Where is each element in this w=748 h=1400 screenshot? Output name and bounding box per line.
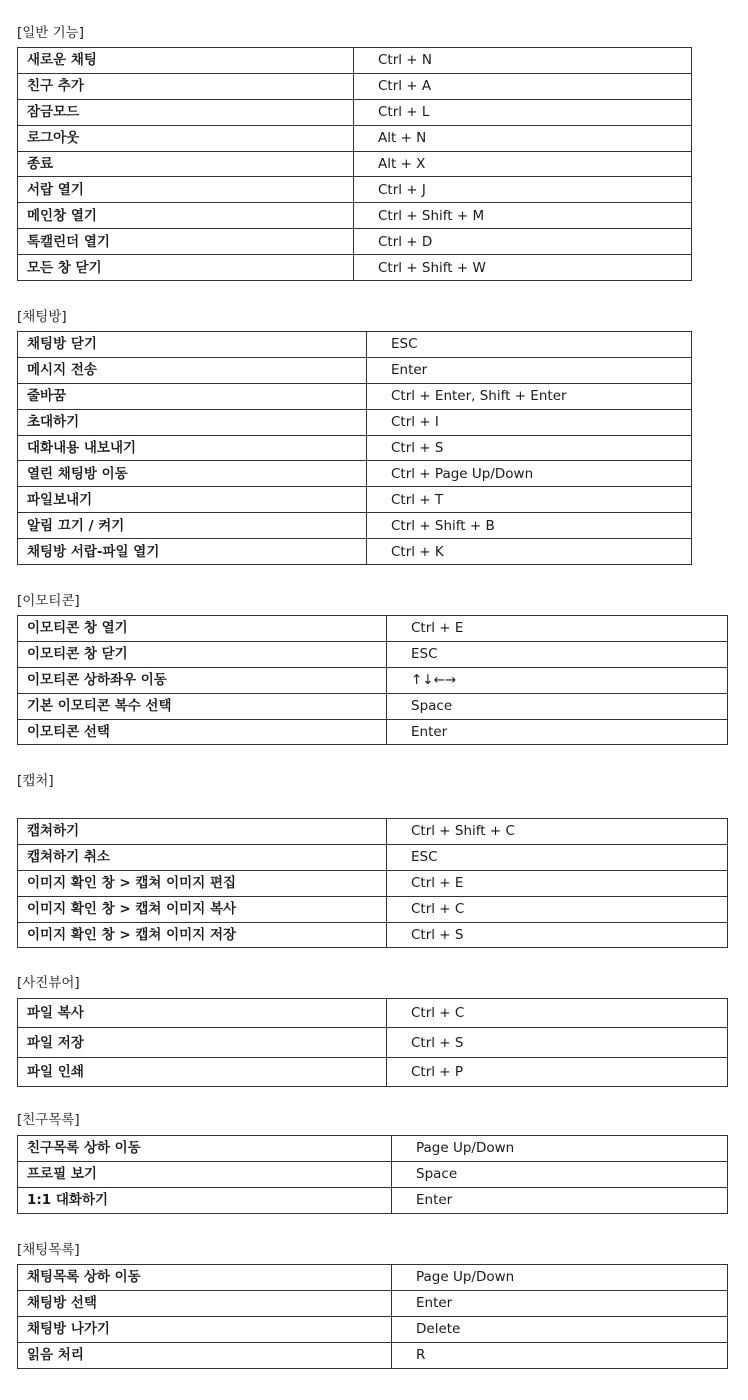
table-row: [18, 48, 692, 74]
shortcut-cell: Ctrl + J: [354, 177, 692, 203]
function-cell: 친구목록 상하 이동: [18, 1136, 392, 1162]
table-row: [18, 870, 728, 896]
function-cell: 파일 저장: [18, 1028, 387, 1057]
shortcut-cell: ESC: [367, 332, 692, 358]
table-row: [18, 999, 728, 1028]
table-row: [18, 1265, 728, 1291]
function-cell: 이모티콘 상하좌우 이동: [18, 667, 387, 693]
function-cell: 초대하기: [18, 409, 367, 435]
table-row: [18, 1028, 728, 1057]
table-row: [18, 1316, 728, 1342]
table-row: [18, 1290, 728, 1316]
table-row: [18, 539, 692, 565]
section-title: [일반 기능]: [17, 25, 84, 41]
shortcut-cell: Ctrl + Shift + W: [354, 255, 692, 281]
function-cell: 알림 끄기 / 켜기: [18, 513, 367, 539]
shortcut-cell: Space: [387, 693, 728, 719]
function-cell: 종료: [18, 151, 354, 177]
table-row: [18, 409, 692, 435]
function-cell: 채팅목록 상하 이동: [18, 1265, 392, 1291]
function-cell: 파일보내기: [18, 487, 367, 513]
shortcut-cell: Ctrl + S: [367, 435, 692, 461]
shortcut-cell: R: [392, 1342, 728, 1368]
table-row: [18, 844, 728, 870]
shortcut-cell: Enter: [367, 357, 692, 383]
shortcut-cell: ESC: [387, 641, 728, 667]
section-title: [사진뷰어]: [17, 975, 80, 991]
shortcut-cell: Ctrl + Shift + M: [354, 203, 692, 229]
shortcut-cell: Ctrl + A: [354, 73, 692, 99]
function-cell: 기본 이모티콘 복수 선택: [18, 693, 387, 719]
shortcut-cell: Ctrl + K: [367, 539, 692, 565]
shortcut-cell: ESC: [387, 844, 728, 870]
section-title: [캡처]: [17, 773, 54, 789]
shortcut-cell: Ctrl + L: [354, 99, 692, 125]
function-cell: 이미지 확인 창 > 캡쳐 이미지 복사: [18, 896, 387, 922]
table-row: [18, 357, 692, 383]
section-title: [채팅방]: [17, 309, 67, 325]
table-row: [18, 151, 692, 177]
table-row: [18, 641, 728, 667]
function-cell: 메인창 열기: [18, 203, 354, 229]
table-row: [18, 255, 692, 281]
function-cell: 채팅방 선택: [18, 1290, 392, 1316]
shortcut-cell: Alt + X: [354, 151, 692, 177]
shortcut-cell: Ctrl + C: [387, 896, 728, 922]
function-cell: 채팅방 닫기: [18, 332, 367, 358]
function-cell: 캡쳐하기: [18, 819, 387, 845]
function-cell: 모든 창 닫기: [18, 255, 354, 281]
table-row: [18, 922, 728, 948]
table-row: [18, 1161, 728, 1187]
function-cell: 서랍 열기: [18, 177, 354, 203]
shortcut-cell: Ctrl + Page Up/Down: [367, 461, 692, 487]
function-cell: 채팅방 서랍-파일 열기: [18, 539, 367, 565]
function-cell: 1:1 대화하기: [18, 1187, 392, 1213]
section-title: [친구목록]: [17, 1112, 80, 1128]
shortcut-table: [17, 1264, 728, 1369]
function-cell: 이모티콘 창 닫기: [18, 641, 387, 667]
function-cell: 파일 인쇄: [18, 1057, 387, 1086]
function-cell: 로그아웃: [18, 125, 354, 151]
function-cell: 채팅방 나가기: [18, 1316, 392, 1342]
shortcut-cell: Delete: [392, 1316, 728, 1342]
shortcut-cell: Ctrl + S: [387, 1028, 728, 1057]
shortcut-cell: Ctrl + Shift + B: [367, 513, 692, 539]
shortcut-table: [17, 47, 692, 281]
shortcut-cell: Space: [392, 1161, 728, 1187]
function-cell: 읽음 처리: [18, 1342, 392, 1368]
function-cell: 캡쳐하기 취소: [18, 844, 387, 870]
shortcut-cell: Page Up/Down: [392, 1136, 728, 1162]
section-title: [채팅목록]: [17, 1242, 80, 1258]
shortcut-table: [17, 331, 692, 565]
shortcut-cell: Ctrl + C: [387, 999, 728, 1028]
shortcut-table: [17, 818, 728, 948]
function-cell: 잠금모드: [18, 99, 354, 125]
shortcut-cell: Ctrl + T: [367, 487, 692, 513]
table-row: [18, 896, 728, 922]
shortcut-table: [17, 1135, 728, 1214]
function-cell: 친구 추가: [18, 73, 354, 99]
shortcut-cell: Enter: [392, 1187, 728, 1213]
table-row: [18, 229, 692, 255]
function-cell: 새로운 채팅: [18, 48, 354, 74]
shortcut-cell: Alt + N: [354, 125, 692, 151]
table-row: [18, 719, 728, 745]
shortcut-cell: Ctrl + E: [387, 616, 728, 642]
table-row: [18, 125, 692, 151]
table-row: [18, 693, 728, 719]
table-row: [18, 1136, 728, 1162]
shortcut-cell: Ctrl + D: [354, 229, 692, 255]
function-cell: 프로필 보기: [18, 1161, 392, 1187]
table-row: [18, 667, 728, 693]
function-cell: 줄바꿈: [18, 383, 367, 409]
shortcut-cell: ↑↓←→: [387, 667, 728, 693]
table-row: [18, 1057, 728, 1086]
table-row: [18, 1342, 728, 1368]
shortcut-cell: Ctrl + N: [354, 48, 692, 74]
table-row: [18, 99, 692, 125]
shortcut-cell: Ctrl + Shift + C: [387, 819, 728, 845]
shortcut-cell: Ctrl + S: [387, 922, 728, 948]
shortcut-table: [17, 998, 728, 1087]
function-cell: 이미지 확인 창 > 캡쳐 이미지 편집: [18, 870, 387, 896]
function-cell: 이모티콘 창 열기: [18, 616, 387, 642]
function-cell: 열린 채팅방 이동: [18, 461, 367, 487]
function-cell: 톡캘린더 열기: [18, 229, 354, 255]
shortcut-table: [17, 615, 728, 745]
table-row: [18, 616, 728, 642]
shortcut-cell: Ctrl + I: [367, 409, 692, 435]
shortcut-cell: Page Up/Down: [392, 1265, 728, 1291]
shortcut-cell: Ctrl + Enter, Shift + Enter: [367, 383, 692, 409]
table-row: [18, 203, 692, 229]
section-title: [이모티콘]: [17, 593, 80, 609]
table-row: [18, 383, 692, 409]
function-cell: 파일 복사: [18, 999, 387, 1028]
shortcut-cell: Enter: [387, 719, 728, 745]
function-cell: 이모티콘 선택: [18, 719, 387, 745]
table-row: [18, 332, 692, 358]
shortcut-cell: Ctrl + P: [387, 1057, 728, 1086]
table-row: [18, 1187, 728, 1213]
function-cell: 이미지 확인 창 > 캡쳐 이미지 저장: [18, 922, 387, 948]
shortcut-cell: Enter: [392, 1290, 728, 1316]
function-cell: 대화내용 내보내기: [18, 435, 367, 461]
table-row: [18, 819, 728, 845]
table-row: [18, 177, 692, 203]
function-cell: 메시지 전송: [18, 357, 367, 383]
table-row: [18, 487, 692, 513]
table-row: [18, 73, 692, 99]
table-row: [18, 461, 692, 487]
table-row: [18, 435, 692, 461]
table-row: [18, 513, 692, 539]
shortcut-cell: Ctrl + E: [387, 870, 728, 896]
